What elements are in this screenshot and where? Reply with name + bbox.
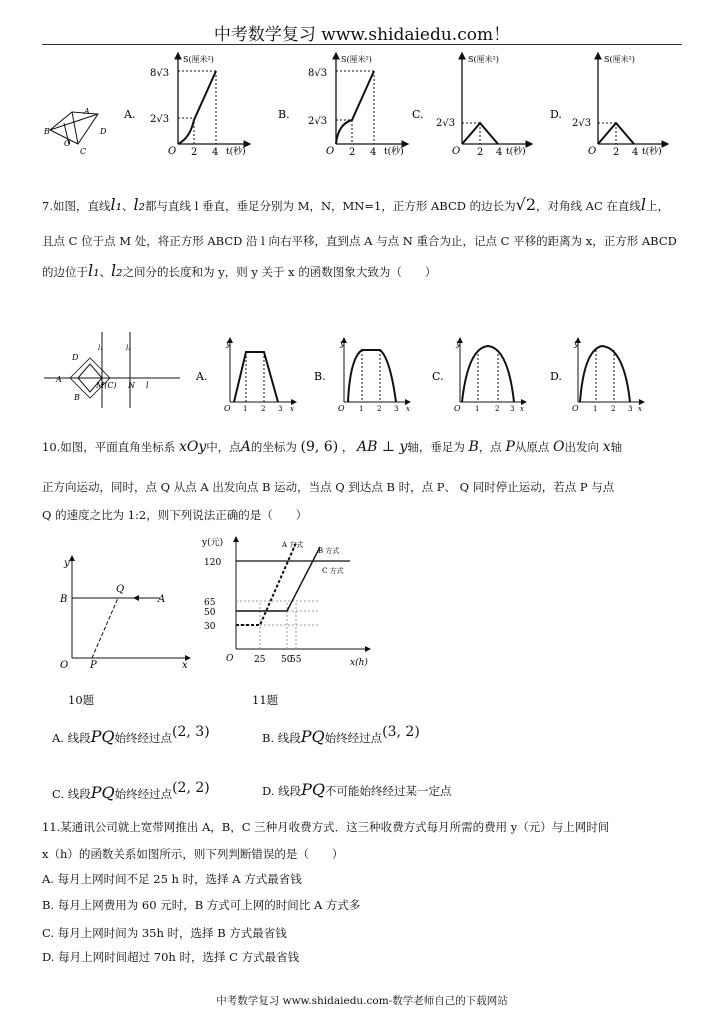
q11-legend-c: C 方式 xyxy=(322,567,344,575)
q11-origin: O xyxy=(226,654,234,664)
q7-graph-b xyxy=(314,338,410,413)
q6-graph-c xyxy=(412,53,532,158)
svg-text:1: 1 xyxy=(243,405,248,413)
q10-option-a[interactable]: A. 线段PQ始终经过点(2, 3) xyxy=(52,724,210,746)
q11-option-c[interactable]: C. 每月上网时间为 35h 时，选择 B 方式最省钱 xyxy=(42,926,287,940)
svg-text:O: O xyxy=(326,146,335,157)
q11-option-a[interactable]: A. 每月上网时间不足 25 h 时，选择 A 方式最省钱 xyxy=(42,872,302,886)
q11-line1: 11.某通讯公司就上宽带网推出 A，B，C 三种月收费方式．这三种收费方式每月所需的费用 y（元）与上网时间 xyxy=(42,820,610,834)
svg-text:M(C): M(C) xyxy=(96,381,117,390)
q7-square-figure xyxy=(44,332,180,408)
q10-option-c[interactable]: C. 线段PQ始终经过点(2, 2) xyxy=(52,780,210,802)
q10-option-d[interactable]: D. 线段PQ不可能始终经过某一定点 xyxy=(262,780,452,799)
svg-text:2√3: 2√3 xyxy=(308,116,328,127)
q11-option-d[interactable]: D. 每月上网时间超过 70h 时，选择 C 方式最省钱 xyxy=(42,950,300,964)
svg-text:Q: Q xyxy=(116,584,125,595)
svg-text:2: 2 xyxy=(477,147,484,158)
svg-text:O: O xyxy=(338,404,345,413)
svg-text:S(厘米²): S(厘米²) xyxy=(604,55,635,64)
q11-option-b[interactable]: B. 每月上网费用为 60 元时，B 方式可上网的时间比 A 方式多 xyxy=(42,898,361,912)
svg-text:B: B xyxy=(60,594,68,605)
svg-text:y: y xyxy=(340,339,345,348)
q10-line1: 10.如图，平面直角坐标系 xOy中，点A的坐标为 (9, 6) ， AB ⊥ y轴，垂足为 B，点 P从原点 O出发向 x轴 xyxy=(42,439,623,455)
svg-text:S(厘米²): S(厘米²) xyxy=(183,55,214,64)
svg-text:2: 2 xyxy=(495,405,500,413)
svg-text:O: O xyxy=(452,146,461,157)
q7-graph-d xyxy=(550,338,644,413)
svg-text:A.: A. xyxy=(196,370,208,383)
svg-text:D: D xyxy=(72,353,79,362)
svg-text:2√3: 2√3 xyxy=(572,118,592,129)
svg-text:O: O xyxy=(454,404,461,413)
svg-text:y: y xyxy=(226,339,231,348)
svg-text:A: A xyxy=(56,375,62,384)
svg-text:t(秒): t(秒) xyxy=(384,147,404,157)
q11-ytick-120: 120 xyxy=(204,558,222,568)
svg-text:l₂: l₂ xyxy=(126,344,132,352)
svg-text:C.: C. xyxy=(432,370,444,383)
q6-graph-a xyxy=(123,53,250,158)
header-divider xyxy=(42,44,682,45)
svg-text:1: 1 xyxy=(475,405,480,413)
q7-line2: 且点 C 位于点 M 处，将正方形 ABCD 沿 l 向右平移，直到点 A 与点 N 重合为止，记点 C 平移的距离为 x，正方形 ABCD xyxy=(42,234,677,248)
q11-legend-a: A 方式 xyxy=(282,541,304,549)
q7-line1: 7.如图，直线l₁、l₂都与直线 l 垂直，垂足分别为 M，N，MN=1，正方形 ABCD 的边长为√2，对角线 AC 在直线l上， xyxy=(42,195,670,214)
svg-text:x: x xyxy=(406,405,410,413)
svg-text:4: 4 xyxy=(496,147,503,158)
q6-rhombus xyxy=(43,107,107,156)
svg-text:3: 3 xyxy=(510,405,515,413)
page-footer: 中考数学复习 www.shidaiedu.com-数学老师自己的下载网站 xyxy=(216,995,508,1007)
q7-line3: 的边位于l₁、l₂之间分的长度和为 y，则 y 关于 x 的函数图象大致为（ ） xyxy=(42,261,437,280)
q10-line2: 正方向运动，同时，点 Q 从点 A 出发向点 B 运动，当点 Q 到达点 B 时，点 P、 Q 同时停止运动，若点 P 与点 xyxy=(42,480,615,494)
svg-text:x: x xyxy=(290,405,294,413)
rh-O: O xyxy=(64,139,71,148)
rh-B: B xyxy=(44,127,50,136)
q6-figures xyxy=(40,48,690,163)
svg-text:x: x xyxy=(182,660,188,671)
svg-text:2: 2 xyxy=(191,147,198,158)
svg-text:t(秒): t(秒) xyxy=(642,147,662,157)
q11-ytick-50: 50 xyxy=(204,608,216,618)
q10-line3: Q 的速度之比为 1:2，则下列说法正确的是（ ） xyxy=(42,508,308,522)
q11-chart xyxy=(200,533,380,673)
q6-label-a: A. xyxy=(124,108,136,121)
svg-text:S(厘米²): S(厘米²) xyxy=(468,55,499,64)
svg-text:O: O xyxy=(60,660,69,671)
svg-text:y: y xyxy=(456,339,461,348)
svg-text:3: 3 xyxy=(628,405,633,413)
q10-figure xyxy=(40,548,200,673)
svg-text:D.: D. xyxy=(550,370,562,383)
q6-label-b: B. xyxy=(278,108,290,121)
svg-text:8√3: 8√3 xyxy=(308,68,328,79)
q10-option-b[interactable]: B. 线段PQ始终经过点(3, 2) xyxy=(262,724,420,746)
caption-10: 10题 xyxy=(68,693,95,707)
svg-text:2: 2 xyxy=(349,147,356,158)
svg-text:2: 2 xyxy=(377,405,382,413)
svg-text:3: 3 xyxy=(278,405,283,413)
svg-text:S(厘米²): S(厘米²) xyxy=(341,55,372,64)
svg-text:2: 2 xyxy=(261,405,266,413)
svg-text:l: l xyxy=(146,381,149,390)
svg-text:3: 3 xyxy=(394,405,399,413)
q7-graph-a xyxy=(195,338,296,413)
svg-text:B.: B. xyxy=(314,370,326,383)
svg-text:y: y xyxy=(574,339,579,348)
svg-text:y: y xyxy=(64,558,70,569)
svg-text:P: P xyxy=(90,660,97,671)
q6-graph-d xyxy=(550,53,668,158)
svg-text:O: O xyxy=(224,404,231,413)
svg-text:t(秒): t(秒) xyxy=(506,147,526,157)
svg-text:2: 2 xyxy=(613,147,620,158)
q6-graph-b xyxy=(278,53,408,158)
svg-text:4: 4 xyxy=(370,147,377,158)
caption-11: 11题 xyxy=(252,693,279,707)
q11-xlabel: x(h) xyxy=(350,658,368,668)
svg-text:4: 4 xyxy=(632,147,639,158)
svg-text:2: 2 xyxy=(611,405,616,413)
svg-text:A: A xyxy=(158,594,166,605)
svg-text:B: B xyxy=(74,393,80,402)
rh-C: C xyxy=(80,147,87,156)
q11-xtick-55: 55 xyxy=(290,655,302,665)
svg-text:O: O xyxy=(168,146,177,157)
svg-text:1: 1 xyxy=(593,405,598,413)
svg-text:1: 1 xyxy=(359,405,364,413)
svg-text:x: x xyxy=(520,405,524,413)
rh-A: A xyxy=(84,107,90,116)
svg-text:t(秒): t(秒) xyxy=(226,147,246,157)
svg-text:2√3: 2√3 xyxy=(436,118,456,129)
q7-figures xyxy=(40,328,690,413)
svg-text:l₁: l₁ xyxy=(98,344,104,352)
q11-ylabel: y(元) xyxy=(202,538,224,548)
q11-ytick-30: 30 xyxy=(204,622,216,632)
q6-label-d: D. xyxy=(550,108,562,121)
rh-D: D xyxy=(100,127,107,136)
svg-text:4: 4 xyxy=(212,147,219,158)
q11-line2: x（h）的函数关系如图所示，则下列判断错误的是（ ） xyxy=(42,847,344,861)
q11-xtick-50: 50 xyxy=(281,655,293,665)
q6-label-c: C. xyxy=(412,108,424,121)
svg-text:O: O xyxy=(572,404,579,413)
svg-text:8√3: 8√3 xyxy=(150,68,170,79)
q11-xtick-25: 25 xyxy=(254,655,266,665)
q11-ytick-65: 65 xyxy=(204,598,216,608)
q7-graph-c xyxy=(432,338,526,413)
page-header: 中考数学复习 www.shidaiedu.com！ xyxy=(213,25,511,45)
svg-text:x: x xyxy=(638,405,642,413)
svg-text:2√3: 2√3 xyxy=(150,114,170,125)
svg-text:O: O xyxy=(588,146,597,157)
svg-text:N: N xyxy=(128,381,135,390)
q11-legend-b: B 方式 xyxy=(318,547,340,555)
